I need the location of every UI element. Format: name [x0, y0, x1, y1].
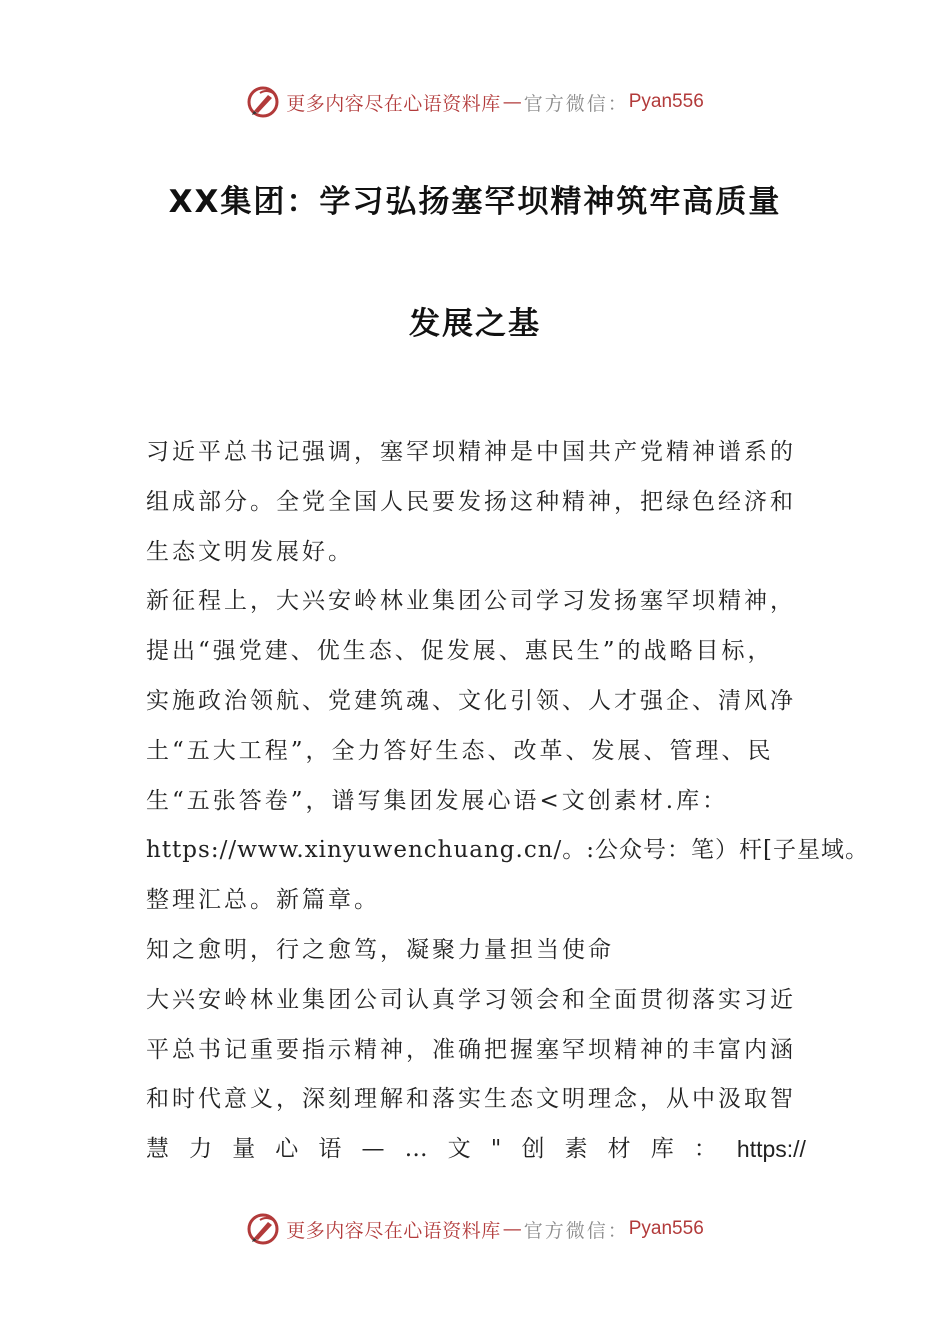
header-brand: 更多内容尽在心语资料库: [286, 92, 501, 115]
footer-brand: 更多内容尽在心语资料库: [286, 1219, 501, 1242]
pen-logo-icon: [246, 85, 280, 119]
body-line-url: https://www.xinyuwenchuang.cn/。:公众号：笔）杆[子星域。: [146, 837, 870, 864]
header-official-label: 官方微信：: [523, 92, 629, 115]
body-line: 整理汇总。新篇章。: [146, 887, 380, 914]
justified-glyph: ": [490, 1136, 505, 1163]
body-line: 大兴安岭林业集团公司认真学习领会和全面贯彻落实习近: [146, 986, 796, 1013]
justified-glyph: 素: [564, 1136, 591, 1163]
justified-glyph: 量: [232, 1136, 259, 1163]
document-body: [146, 428, 870, 1175]
document-title-line1: XX集团：学习弘扬塞罕坝精神筑牢高质量: [168, 184, 782, 220]
justified-glyph: ：: [693, 1136, 720, 1163]
header-wechat-id: Pyan556: [628, 91, 704, 112]
body-line: 土“五大工程”，全力答好生态、改革、发展、管理、民: [146, 737, 774, 764]
body-line: 平总书记重要指示精神，准确把握塞罕坝精神的丰富内涵: [146, 1036, 796, 1063]
justified-glyph: …: [404, 1136, 431, 1163]
section-heading: 知之愈明，行之愈笃，凝聚力量担当使命: [146, 936, 614, 963]
footer-banner: [0, 1209, 950, 1249]
justified-glyph: 心: [275, 1136, 302, 1163]
footer-wechat-id: Pyan556: [628, 1218, 704, 1239]
justified-glyph: 力: [189, 1136, 216, 1163]
justified-glyph: 语: [318, 1136, 345, 1163]
body-line: 提出“强党建、优生态、促发展、惠民生”的战略目标，: [146, 638, 774, 665]
justified-glyph: 文: [447, 1136, 474, 1163]
body-line: 生态文明发展好。: [146, 538, 354, 565]
footer-official-label: 官方微信：: [523, 1219, 629, 1242]
body-line: 和时代意义，深刻理解和落实生态文明理念，从中汲取智: [146, 1086, 796, 1113]
body-line: 组成部分。全党全国人民要发扬这种精神，把绿色经济和: [146, 488, 796, 515]
body-line: 新征程上，大兴安岭林业集团公司学习发扬塞罕坝精神，: [146, 588, 796, 615]
body-line: 实施政治领航、党建筑魂、文化引领、人才强企、清风净: [146, 687, 796, 714]
justified-glyph: 库: [650, 1136, 677, 1163]
pen-logo-icon: [246, 1212, 280, 1246]
header-dash: —: [502, 91, 522, 113]
header-banner: [0, 82, 950, 122]
justified-glyph: 慧: [146, 1136, 172, 1163]
justified-glyph: 创: [521, 1136, 548, 1163]
body-line: 生“五张答卷”，谱写集团发展心语<文创素材.库：: [146, 787, 729, 814]
body-line: 习近平总书记强调，塞罕坝精神是中国共产党精神谱系的: [146, 439, 796, 465]
justified-glyph: 材: [607, 1136, 634, 1163]
body-line-justified: [146, 1125, 806, 1175]
justified-glyph: https://: [736, 1136, 806, 1163]
justified-glyph: —: [361, 1136, 388, 1163]
document-title-line2: 发展之基: [409, 306, 541, 342]
footer-dash: —: [502, 1218, 522, 1240]
